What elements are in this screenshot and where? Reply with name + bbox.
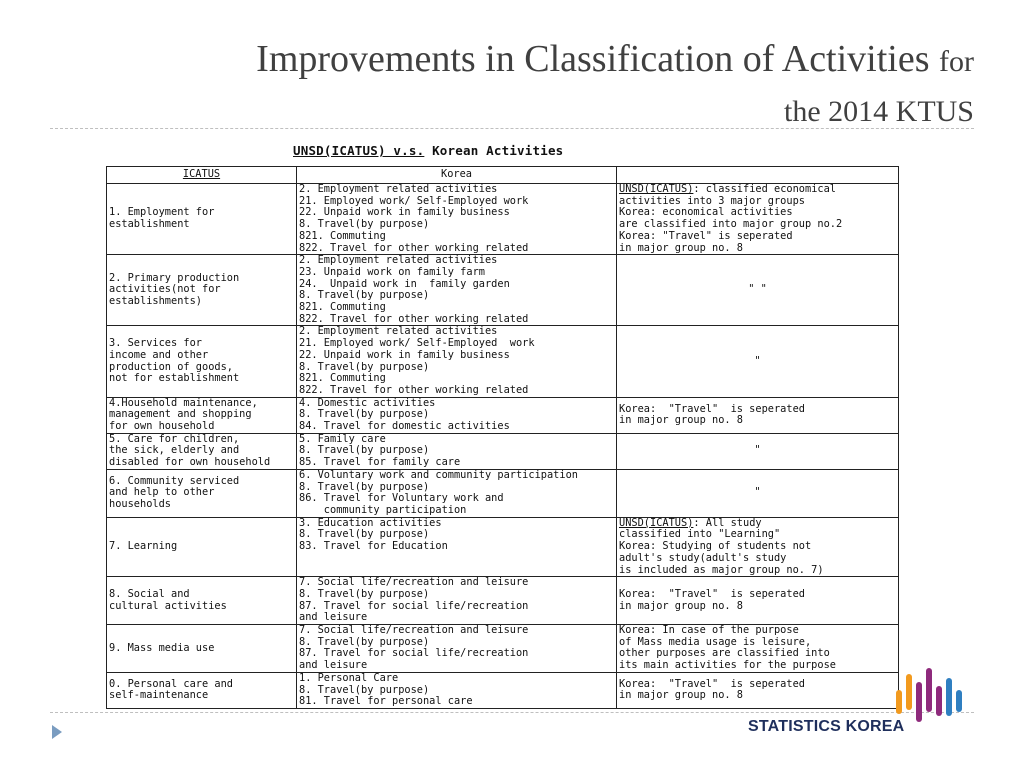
note-cell [617,184,899,255]
note-cell: Korea: In case of the purpose of Mass media usage is leisure, other purposes are classified into its main activities for the purpose [617,625,899,673]
note-text: : All study classified into "Learning" Korea: Studying of students not adult's study(adult's study is included as major group no. 7) [619,517,824,576]
title-line1: Improvements in Classification of Activities [256,38,940,80]
korea-cell: 2. Employment related activities 21. Employed work/ Self-Employed work 22. Unpaid work in family business 8. Travel(by purpose) 821. Commuting 822. Travel for other working related [297,326,617,397]
header-korea-label: Korea [441,168,472,180]
note-underlined: UNSD(ICATUS) [619,183,694,195]
table-row [107,433,899,469]
icatus-cell: 1. Employment for establishment [107,184,297,255]
table-row [107,517,899,577]
note-cell: Korea: "Travel" is seperated in major group no. 8 [617,577,899,625]
icatus-cell: 0. Personal care and self-maintenance [107,672,297,708]
note-cell [617,517,899,577]
table-header-row [107,167,899,184]
bullet-triangle-icon [52,725,62,739]
korea-cell: 7. Social life/recreation and leisure 8. Travel(by purpose) 87. Travel for social life/recreation and leisure [297,577,617,625]
table-row [107,326,899,397]
icatus-cell: 8. Social and cultural activities [107,577,297,625]
title-line1-suffix: for [939,45,974,78]
icatus-cell: 5. Care for children, the sick, elderly and disabled for own household [107,433,297,469]
korea-cell: 2. Employment related activities 23. Unpaid work on family farm 24. Unpaid work in family garden 8. Travel(by purpose) 821. Commuting 822. Travel for other working related [297,255,617,326]
icatus-cell: 9. Mass media use [107,625,297,673]
header-icatus [107,167,297,184]
table-title [293,143,563,158]
table-row [107,469,899,517]
slide-title [60,36,974,139]
top-divider [50,128,974,129]
note-cell: " " [617,255,899,326]
title-line2: the 2014 KTUS [784,95,974,128]
bottom-divider [50,712,974,713]
icatus-cell: 3. Services for income and other production of goods, not for establishment [107,326,297,397]
korea-cell: 1. Personal Care 8. Travel(by purpose) 81. Travel for personal care [297,672,617,708]
note-cell: " [617,326,899,397]
korea-cell: 3. Education activities 8. Travel(by purpose) 83. Travel for Education [297,517,617,577]
note-cell: Korea: "Travel" is seperated in major group no. 8 [617,397,899,433]
korea-cell: 4. Domestic activities 8. Travel(by purpose) 84. Travel for domestic activities [297,397,617,433]
table-row [107,255,899,326]
korea-cell: 5. Family care 8. Travel(by purpose) 85. Travel for family care [297,433,617,469]
note-cell: " [617,433,899,469]
note-cell: " [617,469,899,517]
table-row [107,625,899,673]
note-underlined: UNSD(ICATUS) [619,517,694,529]
icatus-cell: 4.Household maintenance, management and shopping for own household [107,397,297,433]
note-text: : classified economical activities into 3 major groups Korea: economical activities are classified into major group no.2 Korea: "Travel" is seperated in major group no. 8 [619,183,843,254]
table-row [107,672,899,708]
icatus-cell: 6. Community serviced and help to other households [107,469,297,517]
table-row [107,577,899,625]
header-korea [297,167,617,184]
icatus-cell: 7. Learning [107,517,297,577]
header-icatus-label: ICATUS [182,168,221,180]
statistics-korea-logo-text: STATISTICS KOREA [748,718,905,735]
comparison-table [106,166,899,709]
note-cell: Korea: "Travel" is seperated in major group no. 8 [617,672,899,708]
table-row [107,184,899,255]
header-note [617,167,899,184]
icatus-cell: 2. Primary production activities(not for establishments) [107,255,297,326]
table-title-rest: Korean Activities [424,143,564,158]
table-title-underlined: UNSD(ICATUS) v.s. [293,143,425,158]
korea-cell: 6. Voluntary work and community participation 8. Travel(by purpose) 86. Travel for Voluntary work and community participation [297,469,617,517]
table-row [107,397,899,433]
korea-cell: 2. Employment related activities 21. Employed work/ Self-Employed work 22. Unpaid work in family business 8. Travel(by purpose) 821. Commuting 822. Travel for other working related [297,184,617,255]
korea-cell: 7. Social life/recreation and leisure 8. Travel(by purpose) 87. Travel for social life/recreation and leisure [297,625,617,673]
